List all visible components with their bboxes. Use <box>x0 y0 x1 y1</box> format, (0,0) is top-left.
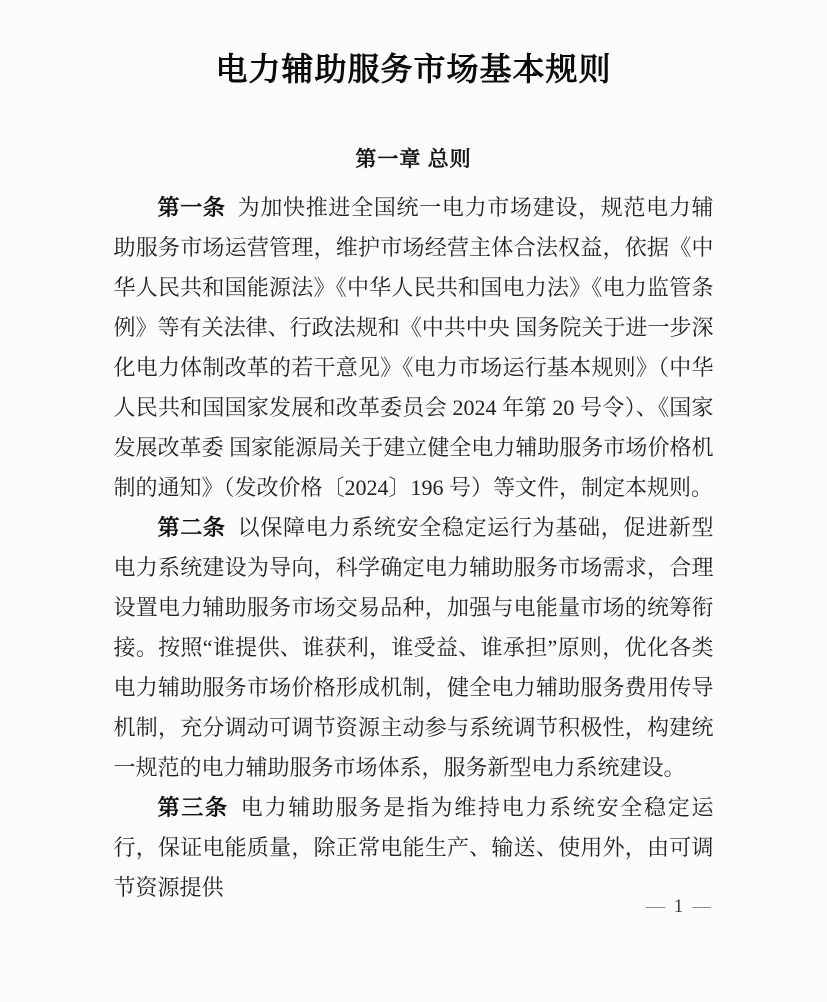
page-number-value: 1 <box>673 896 686 917</box>
paragraph-text: 电力辅助服务是指为维持电力系统安全稳定运行，保证电能质量，除正常电能生产、输送、使用外，由可调节资源提供 <box>113 795 714 900</box>
paragraph-article-1 <box>114 188 714 508</box>
paragraph-article-3 <box>114 788 714 908</box>
page-number-dash-left: — <box>646 896 667 917</box>
page-number-dash-right: — <box>692 896 713 917</box>
paragraph-article-2 <box>114 508 714 788</box>
page-number <box>646 896 713 918</box>
paragraph-label: 第三条 <box>157 795 229 820</box>
document-title: 电力辅助服务市场基本规则 <box>215 51 612 87</box>
paragraph-label: 第一条 <box>157 195 226 220</box>
paragraph-text: 以保障电力系统安全稳定运行为基础，促进新型电力系统建设为导向，科学确定电力辅助服务市场需求，合理设置电力辅助服务市场交易品种，加强与电能量市场的统筹衔接。按照“谁提供、谁获利，谁受益、谁承担”原则，优化各类电力辅助服务市场价格形成机制，健全电力辅助服务费用传导机制，充分调动可调节资源主动参与系统调节积极性，构建统一规范的电力辅助服务市场体系，服务新型电力系统建设。 <box>113 515 714 780</box>
paragraph-text: 为加快推进全国统一电力市场建设，规范电力辅助服务市场运营管理，维护市场经营主体合法权益，依据《中华人民共和国能源法》《中华人民共和国电力法》《电力监管条例》等有关法律、行政法规和《中共中央 国务院关于进一步深化电力体制改革的若干意见》《电力市场运行基本规则》（中华人民共和国国家发展和改革委员会 2024 年第 20 号令）、《国家发展改革委 国家能源局关于建立健全电力辅助服务市场价格机制的通知》（发改价格〔2024〕196 号）等文件，制定本规则。 <box>113 195 714 500</box>
document-body <box>114 188 714 908</box>
chapter-heading: 第一章 总则 <box>355 147 472 171</box>
paragraph-label: 第二条 <box>157 515 226 540</box>
